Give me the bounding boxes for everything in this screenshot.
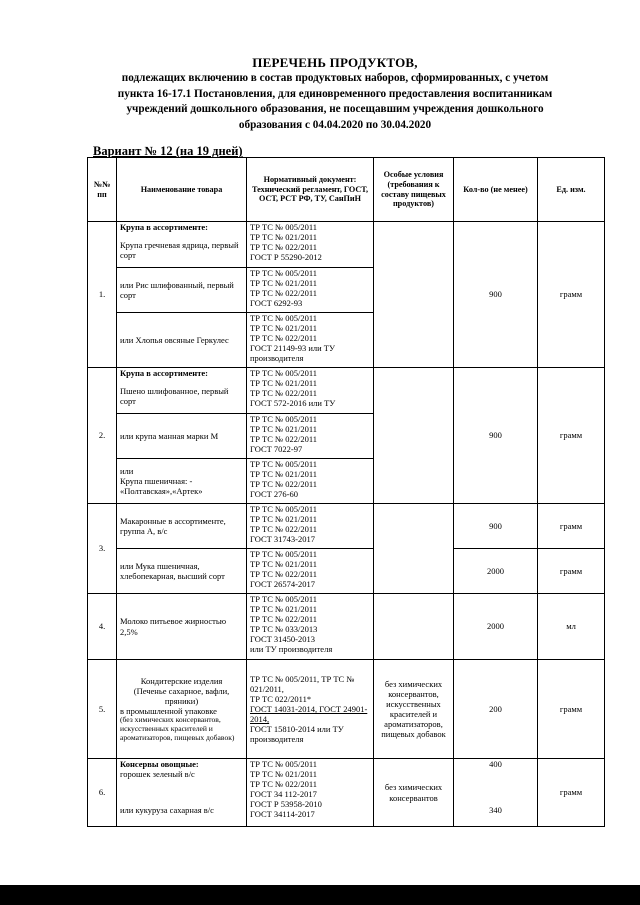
header-unit: Ед. изм. — [538, 158, 605, 222]
header-doc: Нормативный документ: Технический регламент, ГОСТ, ОСТ, РСТ РФ, ТУ, СанПиН — [247, 158, 374, 222]
doc-line: ГОСТ 31450-2013 — [250, 634, 316, 645]
doc-line: ТР ТС № 005/2011 — [250, 459, 318, 469]
quantity-cell — [454, 759, 538, 827]
product-name-line: пряники) — [164, 695, 199, 706]
doc-cell — [247, 222, 374, 268]
conditions-cell — [374, 594, 454, 660]
product-name: Пшено шлифованное, первый сорт — [120, 386, 229, 407]
doc-line: ТР ТС № 021/2011 — [250, 559, 318, 570]
doc-line: ТР ТС № 021/2011 — [250, 469, 318, 480]
doc-cell — [247, 459, 374, 504]
product-name: Макаронные в ассортименте, группа А, в/с — [117, 504, 247, 549]
product-name-cell — [117, 459, 247, 504]
table-row — [88, 504, 605, 549]
doc-line: ТР ТС № 022/2011 — [250, 569, 318, 580]
unit-cell: мл — [538, 594, 605, 660]
doc-line: ТР ТС № 021/2011 — [250, 769, 318, 780]
header-name: Наименование товара — [117, 158, 247, 222]
doc-line: ТР ТС № 022/2011 — [250, 333, 318, 344]
quantity-cell: 200 — [454, 660, 538, 759]
unit-cell: грамм — [538, 368, 605, 504]
doc-line: ГОСТ 21149-93 или ТУ производителя — [250, 343, 335, 364]
product-note: (без химических консервантов, искусственных красителей и ароматизаторов, пищевых добавок) — [120, 714, 235, 742]
header-qty: Кол-во (не менее) — [454, 158, 538, 222]
products-table — [87, 157, 605, 827]
product-name-cell — [117, 660, 247, 759]
quantity-cell: 2000 — [454, 549, 538, 594]
doc-line: ТР ТС № 021/2011 — [250, 604, 318, 615]
group-title: Крупа в ассортименте: — [120, 222, 208, 232]
product-name-cell — [117, 222, 247, 268]
subtitle-line-3: учреждений дошкольного образования, не посещавшим учреждения дошкольного — [126, 103, 544, 115]
doc-cell — [247, 313, 374, 368]
doc-line: ТР ТС № 005/2011 — [250, 549, 318, 559]
unit-cell: грамм — [538, 222, 605, 368]
table-row — [88, 368, 605, 414]
product-name: или крупа манная марки М — [117, 414, 247, 459]
product-name-line: Крупа пшеничная: - — [120, 475, 193, 486]
group-title: Крупа в ассортименте: — [120, 368, 208, 378]
row-number: 6. — [88, 759, 117, 827]
doc-line: ГОСТ 34114-2017 — [250, 809, 315, 820]
product-name: или кукуруза сахарная в/с — [120, 805, 214, 816]
table-row — [88, 222, 605, 268]
document-title-block — [60, 55, 610, 133]
product-name-line: Кондитерские изделия — [140, 675, 223, 686]
doc-line: ТР ТС № 005/2011 — [250, 222, 318, 232]
doc-line: ТР ТС № 022/2011 — [250, 614, 318, 625]
doc-cell — [247, 660, 374, 759]
doc-line: ТР ТС № 005/2011 — [250, 759, 318, 769]
doc-line: ТР ТС № 021/2011 — [250, 514, 318, 525]
doc-line: ТР ТС № 005/2011 — [250, 368, 318, 378]
quantity-cell: 2000 — [454, 594, 538, 660]
doc-line: или ТУ производителя — [250, 644, 333, 655]
doc-cell — [247, 759, 374, 827]
unit-cell: грамм — [538, 504, 605, 549]
doc-line: ТР ТС № 005/2011 — [250, 313, 318, 323]
doc-line: ТР ТС № 022/2011 — [250, 242, 318, 253]
quantity-cell: 900 — [454, 504, 538, 549]
subtitle-line-2: пункта 16-17.1 Постановления, для единовременного предоставления воспитанникам — [117, 87, 553, 100]
table-row — [88, 594, 605, 660]
doc-line: ТР ТС № 022/2011 — [250, 479, 318, 490]
table-row — [88, 549, 605, 594]
product-name-line: (Печенье сахарное, вафли, — [133, 685, 230, 696]
conditions-cell — [374, 368, 454, 504]
doc-line: ГОСТ Р 55290-2012 — [250, 252, 322, 263]
doc-line: ТР ТС № 022/2011 — [250, 779, 318, 790]
unit-cell: грамм — [538, 759, 605, 827]
doc-cell — [247, 414, 374, 459]
conditions-cell: без химических консервантов — [374, 759, 454, 827]
quantity-value: 340 — [489, 805, 502, 816]
doc-cell — [247, 268, 374, 313]
table-row — [88, 660, 605, 759]
table-header-row — [88, 158, 605, 222]
product-name-line: «Полтавская»,«Артек» — [120, 486, 203, 497]
doc-cell — [247, 549, 374, 594]
row-number: 4. — [88, 594, 117, 660]
product-name: или Рис шлифованный, первый сорт — [117, 268, 247, 313]
doc-line: ГОСТ 276-60 — [250, 489, 299, 500]
doc-line: ГОСТ 14031-2014, ГОСТ 24901-2014, — [250, 703, 368, 725]
quantity-value: 400 — [489, 759, 502, 769]
doc-line: ТР ТС № 033/2013 — [250, 624, 318, 635]
doc-line: ТР ТС № 021/2011 — [250, 378, 318, 389]
doc-line: ТР ТС № 021/2011 — [250, 323, 318, 334]
product-name-line: или — [120, 465, 134, 476]
header-conditions: Особые условия (требования к составу пищевых продуктов) — [374, 158, 454, 222]
row-number: 3. — [88, 504, 117, 594]
product-name-cell — [117, 759, 247, 827]
doc-line: ТР ТС 022/2011* — [250, 693, 312, 704]
scan-bottom-edge — [0, 885, 640, 905]
subtitle-line-4: образования с 04.04.2020 по 30.04.2020 — [238, 118, 432, 131]
quantity-cell: 900 — [454, 222, 538, 368]
conditions-cell: без химических консервантов, искусственных красителей и ароматизаторов, пищевых добавок — [374, 660, 454, 759]
product-name: или Хлопья овсяные Геркулес — [117, 313, 247, 368]
product-packaging: в промышленной упаковке — [120, 705, 217, 716]
doc-line: ТР ТС № 022/2011 — [250, 388, 318, 399]
doc-line: ТР ТС № 022/2011 — [250, 288, 318, 299]
quantity-cell: 900 — [454, 368, 538, 504]
doc-line: ГОСТ Р 53958-2010 — [250, 799, 322, 810]
doc-line: ТР ТС № 005/2011 — [250, 594, 318, 604]
doc-line: ТР ТС № 005/2011, ТР ТС № 021/2011, — [250, 673, 355, 694]
doc-line: ГОСТ 15810-2014 или ТУ производителя — [250, 724, 344, 745]
table-row — [88, 759, 605, 827]
doc-line: ТР ТС № 005/2011 — [250, 504, 318, 514]
product-name: или Мука пшеничная, хлебопекарная, высший сорт — [117, 549, 247, 594]
doc-line: ТР ТС № 021/2011 — [250, 232, 318, 243]
unit-cell: грамм — [538, 549, 605, 594]
subtitle-line-1: подлежащих включению в состав продуктовых наборов, сформированных, с учетом — [121, 72, 549, 84]
doc-line: ТР ТС № 021/2011 — [250, 278, 318, 289]
product-name: Крупа гречневая ядрица, первый сорт — [120, 240, 239, 261]
doc-line: ТР ТС № 021/2011 — [250, 424, 318, 435]
product-name-cell — [117, 368, 247, 414]
doc-line: ГОСТ 7022-97 — [250, 444, 303, 455]
document-title: ПЕРЕЧЕНЬ ПРОДУКТОВ, — [252, 55, 418, 70]
doc-line: ГОСТ 572-2016 или ТУ — [250, 398, 336, 409]
doc-cell — [247, 368, 374, 414]
doc-line: ГОСТ 31743-2017 — [250, 534, 316, 545]
row-number: 2. — [88, 368, 117, 504]
product-name: Молоко питьевое жирностью 2,5% — [117, 594, 247, 660]
doc-line: ГОСТ 6292-93 — [250, 298, 303, 309]
doc-cell — [247, 594, 374, 660]
row-number: 1. — [88, 222, 117, 368]
header-num: №№ пп — [88, 158, 117, 222]
variant-heading: Вариант № 12 (на 19 дней) — [93, 144, 243, 158]
doc-line: ГОСТ 26574-2017 — [250, 579, 316, 590]
doc-line: ТР ТС № 005/2011 — [250, 268, 318, 278]
doc-line: ТР ТС № 022/2011 — [250, 524, 318, 535]
conditions-cell — [374, 504, 454, 594]
doc-cell — [247, 504, 374, 549]
doc-line: ТР ТС № 005/2011 — [250, 414, 318, 424]
unit-cell: грамм — [538, 660, 605, 759]
doc-line: ГОСТ 34 112-2017 — [250, 789, 317, 800]
group-title: Консервы овощные: — [120, 759, 199, 769]
product-name: горошек зеленый в/с — [120, 769, 195, 780]
conditions-cell — [374, 222, 454, 368]
row-number: 5. — [88, 660, 117, 759]
doc-line: ТР ТС № 022/2011 — [250, 434, 318, 445]
